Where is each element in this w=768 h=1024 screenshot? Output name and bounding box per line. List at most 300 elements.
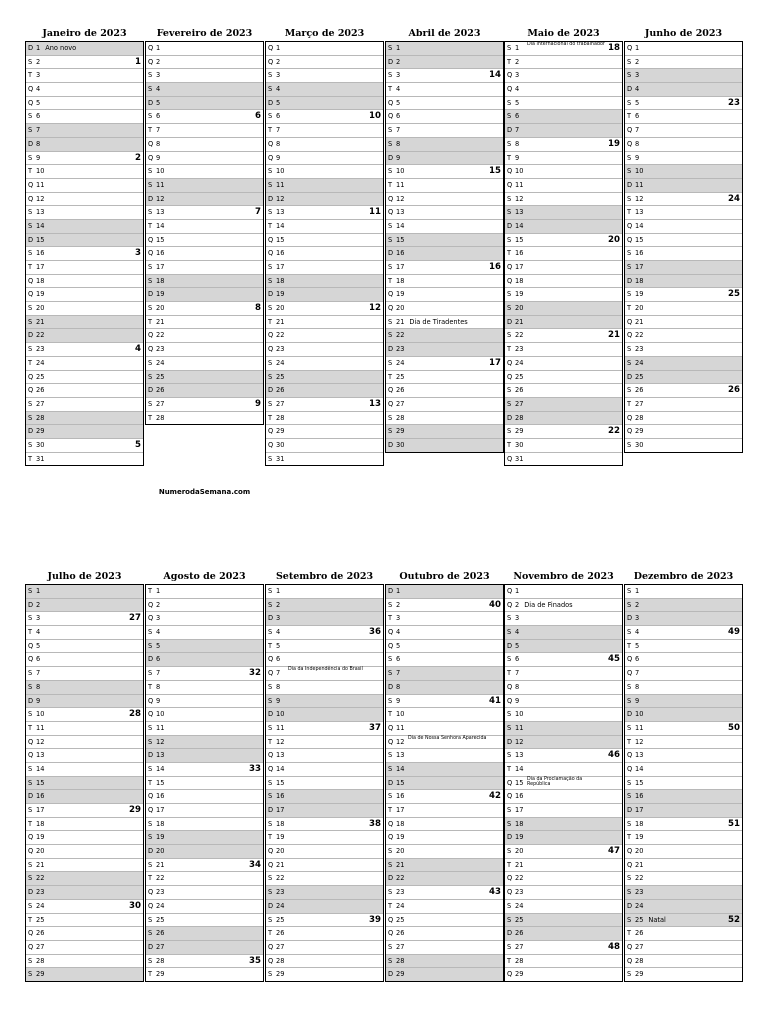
day-number: 29 [36,427,45,436]
weekday-letter: S [28,669,33,678]
weekday-letter: S [268,888,273,897]
day-number: 9 [635,696,640,705]
month-title: Junho de 2023 [644,28,723,39]
day-row [625,872,742,886]
day-row [266,900,383,914]
weekday-letter: Q [627,44,633,52]
weekday-letter: S [507,614,512,623]
day-row [386,804,503,818]
weekday-letter: S [148,85,153,94]
day-row [146,165,263,179]
weekday-letter: S [627,71,632,80]
weekday-letter: D [28,696,34,705]
day-number: 25 [156,372,165,381]
day-row [266,425,383,439]
weekday-letter: D [507,833,513,842]
day-number: 18 [276,819,285,828]
day-number: 15 [36,235,45,244]
day-number: 6 [276,112,281,121]
weekday-letter: S [28,778,33,787]
day-row [146,261,263,275]
weekday-letter: S [148,628,153,637]
day-row [26,818,143,832]
day-row [146,124,263,138]
day-number: 9 [276,153,281,162]
weekday-letter: D [388,682,394,691]
month-block [624,27,743,453]
day-number: 18 [635,276,644,285]
month-block [265,570,384,982]
day-number: 3 [515,614,520,623]
day-number: 29 [515,970,524,979]
weekday-letter: S [627,628,632,637]
weekday-letter: D [507,317,513,326]
day-number: 23 [36,345,45,354]
day-number: 22 [396,874,405,883]
weekday-letter: S [627,167,632,176]
day-row [26,749,143,763]
weekday-letter: Q [28,290,34,299]
day-row [625,357,742,371]
day-row [26,398,143,412]
day-row [146,818,263,832]
month-days [25,584,144,982]
day-row [386,708,503,722]
weekday-letter: S [148,956,153,965]
day-row [26,412,143,426]
day-row [505,234,622,248]
day-number: 27 [396,942,405,951]
day-row [26,790,143,804]
day-row [146,97,263,111]
holiday-label: Ano novo [45,44,77,52]
day-row [505,371,622,385]
weekday-letter: D [148,386,154,395]
day-number: 29 [396,970,405,979]
day-row [625,302,742,316]
weekday-letter: Q [148,44,154,52]
day-row [625,316,742,330]
day-number: 4 [156,85,161,94]
day-number: 23 [515,345,524,354]
day-number: 6 [156,655,161,664]
day-row [26,763,143,777]
day-number: 9 [276,696,281,705]
month-block [504,570,623,982]
day-row [386,110,503,124]
day-row [386,398,503,412]
day-number: 6 [36,112,41,121]
day-number: 2 [36,57,41,66]
weekday-letter: Q [507,587,513,595]
day-row [625,384,742,398]
day-number: 9 [515,153,520,162]
day-number: 25 [156,915,165,924]
day-number: 10 [156,167,165,176]
day-number: 10 [396,167,405,176]
weekday-letter: S [388,847,393,856]
weekday-letter: S [627,194,632,203]
weekday-letter: T [507,669,512,678]
weekday-letter: S [28,221,33,230]
weekday-letter: Q [388,641,394,650]
day-number: 3 [156,71,161,80]
day-number: 17 [396,806,405,814]
weekday-letter: S [28,317,33,326]
day-row [146,777,263,791]
weekday-letter: S [388,44,393,52]
day-row [26,247,143,261]
weekday-letter: D [28,139,34,148]
weekday-letter: S [507,655,512,664]
day-row [625,138,742,152]
weekday-letter: D [148,98,154,107]
day-number: 11 [515,180,524,189]
day-row [146,179,263,193]
day-number: 12 [36,194,45,203]
weekday-letter: S [627,696,632,705]
weekday-letter: Q [28,372,34,381]
day-number: 3 [156,614,161,623]
day-number: 24 [635,358,644,367]
weekday-letter: Q [148,139,154,148]
weekday-letter: S [507,819,512,828]
day-row [386,357,503,371]
weekday-letter: S [507,427,512,436]
weekday-letter: S [627,874,632,883]
weekday-letter: T [627,929,632,938]
day-row [146,599,263,613]
day-number: 21 [635,860,644,869]
weekday-letter: T [148,778,153,787]
day-number: 3 [396,71,401,80]
day-number: 22 [276,331,285,340]
day-number: 22 [36,874,45,883]
month-block [145,570,264,982]
day-number: 20 [635,847,644,856]
week-number: 19 [608,138,620,149]
day-number: 26 [515,929,524,938]
day-row [386,681,503,695]
weekday-letter: Q [388,112,394,121]
day-row [505,165,622,179]
day-row [386,329,503,343]
day-row [26,357,143,371]
day-row [146,220,263,234]
day-row [505,695,622,709]
day-number: 5 [396,98,401,107]
weekday-letter: T [28,819,33,828]
weekday-letter: Q [268,331,274,340]
day-number: 12 [276,194,285,203]
day-row [266,667,383,681]
weekday-letter: T [507,249,512,258]
holiday-label: Natal [648,915,666,924]
weekday-letter: S [268,358,273,367]
day-number: 15 [635,778,644,787]
weekday-letter: S [28,112,33,121]
day-row [146,247,263,261]
day-row [505,640,622,654]
month-days [624,584,743,982]
day-number: 1 [635,44,640,52]
weekday-letter: Q [388,399,394,408]
day-number: 13 [635,751,644,760]
weekday-letter: T [268,641,273,650]
day-number: 5 [156,98,161,107]
day-row [146,83,263,97]
day-row [386,763,503,777]
weekday-letter: D [507,929,513,938]
week-number: 7 [255,207,261,218]
day-row [266,777,383,791]
weekday-letter: S [148,180,153,189]
day-row [26,626,143,640]
day-row [386,777,503,791]
day-number: 17 [635,806,644,814]
day-number: 1 [515,587,520,595]
day-row [266,398,383,412]
day-number: 8 [396,139,401,148]
weekday-letter: D [627,372,633,381]
day-row [26,653,143,667]
day-number: 9 [156,153,161,162]
weekday-letter: Q [268,139,274,148]
day-row [146,790,263,804]
weekday-letter: D [627,710,633,719]
day-row [266,138,383,152]
day-row [26,695,143,709]
day-row [146,69,263,83]
weekday-letter: D [627,85,633,94]
weekday-letter: S [148,208,153,217]
day-row [26,872,143,886]
weekday-letter: T [507,764,512,773]
day-number: 28 [156,956,165,965]
weekday-letter: S [627,600,632,609]
day-row [26,152,143,166]
day-row [146,302,263,316]
weekday-letter: Q [268,956,274,965]
holiday-label: Dia da Independência do Brasil [288,667,363,673]
day-row [266,69,383,83]
day-number: 15 [276,235,285,244]
day-number: 20 [156,847,165,856]
day-row [266,708,383,722]
day-number: 15 [276,778,285,787]
weekday-letter: D [148,194,154,203]
day-row [266,42,383,56]
weekday-letter: T [148,413,153,422]
day-row [146,275,263,289]
weekday-letter: Q [507,454,513,463]
weekday-letter: S [28,399,33,408]
day-row [505,845,622,859]
day-number: 25 [36,372,45,381]
weekday-letter: S [507,194,512,203]
day-row [625,845,742,859]
day-row [26,941,143,955]
weekday-letter: S [28,956,33,965]
weekday-letter: T [28,358,33,367]
day-row [26,261,143,275]
day-row [386,722,503,736]
day-row [505,97,622,111]
day-number: 20 [515,847,524,856]
day-row [146,384,263,398]
day-number: 8 [276,682,281,691]
day-row [266,206,383,220]
weekday-letter: Q [627,669,633,678]
day-number: 1 [36,587,41,595]
weekday-letter: Q [268,764,274,773]
weekday-letter: Q [28,942,34,951]
day-number: 23 [276,888,285,897]
day-row [625,914,742,928]
day-row [386,371,503,385]
day-number: 18 [396,276,405,285]
day-number: 26 [36,929,45,938]
day-number: 19 [156,290,165,299]
weekday-letter: S [268,682,273,691]
day-row [26,193,143,207]
weekday-letter: Q [627,427,633,436]
weekday-letter: Q [627,413,633,422]
day-row [625,206,742,220]
day-number: 8 [276,139,281,148]
day-row [386,275,503,289]
day-row [505,722,622,736]
day-number: 18 [156,819,165,828]
day-number: 22 [156,874,165,883]
day-number: 13 [276,751,285,760]
weekday-letter: T [507,345,512,354]
day-number: 18 [396,819,405,828]
day-number: 11 [156,723,165,732]
day-row [505,275,622,289]
month-block [385,27,504,453]
day-row [505,206,622,220]
weekday-letter: S [627,723,632,732]
day-number: 3 [276,71,281,80]
weekday-letter: Q [388,290,394,299]
weekday-letter: Q [148,696,154,705]
weekday-letter: S [28,614,33,623]
day-row [386,612,503,626]
weekday-letter: S [148,358,153,367]
weekday-letter: Q [148,57,154,66]
day-row [266,955,383,969]
day-number: 26 [635,386,644,395]
day-row [146,914,263,928]
weekday-letter: Q [507,180,513,189]
day-row [266,193,383,207]
weekday-letter: S [28,764,33,773]
weekday-letter: Q [388,737,394,746]
day-row [26,83,143,97]
day-number: 21 [156,860,165,869]
month-days [624,41,743,453]
day-number: 13 [396,751,405,760]
day-row [146,357,263,371]
weekday-letter: S [388,956,393,965]
day-row [625,790,742,804]
day-number: 25 [396,915,405,924]
weekday-letter: S [388,888,393,897]
day-row [625,736,742,750]
weekday-letter: Q [148,710,154,719]
day-row [386,900,503,914]
day-number: 1 [396,587,401,595]
weekday-letter: S [507,399,512,408]
day-number: 18 [36,819,45,828]
day-row [26,439,143,453]
weekday-letter: D [268,290,274,299]
day-number: 28 [515,413,524,422]
month-days [145,584,264,982]
day-number: 7 [515,669,520,678]
weekday-letter: S [28,249,33,258]
day-number: 13 [515,208,524,217]
day-number: 16 [276,249,285,258]
brand-label: NumerodaSemana.com [158,488,251,496]
day-row [386,749,503,763]
day-number: 12 [635,737,644,746]
weekday-letter: S [28,874,33,883]
weekday-letter: S [627,970,632,979]
day-number: 8 [515,139,520,148]
weekday-letter: S [388,751,393,760]
day-number: 7 [36,669,41,678]
day-row [266,83,383,97]
month-days [25,41,144,466]
day-number: 28 [515,956,524,965]
day-row [505,343,622,357]
week-number: 40 [489,599,501,610]
day-number: 2 [515,57,520,66]
day-number: 26 [396,386,405,395]
weekday-letter: D [148,847,154,856]
weekday-letter: T [627,208,632,217]
day-number: 10 [156,710,165,719]
day-row [266,626,383,640]
day-number: 18 [156,276,165,285]
day-row [505,900,622,914]
day-row [386,343,503,357]
week-number: 5 [135,439,141,450]
weekday-letter: S [148,399,153,408]
day-row [505,316,622,330]
week-number: 2 [135,152,141,163]
day-number: 16 [36,249,45,258]
week-number: 9 [255,398,261,409]
weekday-letter: T [388,372,393,381]
weekday-letter: S [388,263,393,271]
day-row [625,97,742,111]
day-number: 10 [276,167,285,176]
weekday-letter: S [268,399,273,408]
day-number: 14 [396,764,405,773]
day-number: 24 [156,901,165,910]
day-row [625,42,742,56]
day-row [266,599,383,613]
day-row [386,736,503,750]
day-row [386,152,503,166]
day-row [625,193,742,207]
day-number: 28 [635,956,644,965]
weekday-letter: Q [627,221,633,230]
weekday-letter: Q [268,153,274,162]
